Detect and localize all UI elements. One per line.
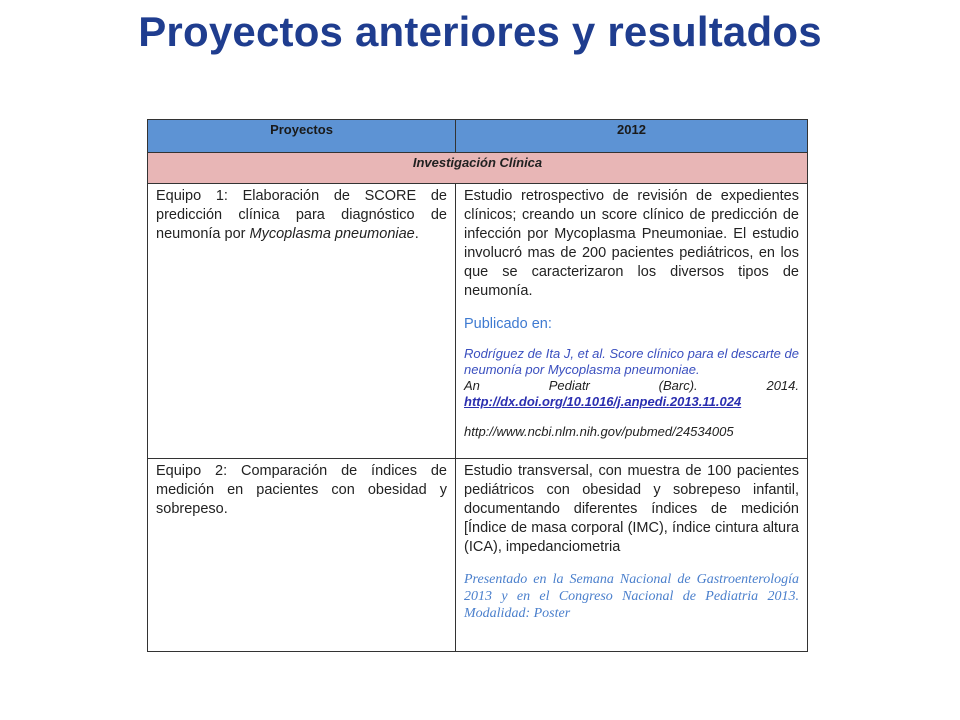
header-year: 2012 xyxy=(456,120,808,153)
reference-title: Rodríguez de Ita J, et al. Score clínico para el descarte de neumonía por Mycoplasma pneumoniae. xyxy=(464,346,799,377)
header-projects: Proyectos xyxy=(148,120,456,153)
section-row xyxy=(148,153,808,184)
reference-journal: An Pediatr (Barc). 2014. xyxy=(464,378,799,393)
projects-table xyxy=(147,119,808,652)
presented-note: Presentado en la Semana Nacional de Gastroenterología 2013 y en el Congreso Nacional de Pediatria 2013. Modalidad: Poster xyxy=(464,572,799,621)
published-label: Publicado en: xyxy=(464,316,552,332)
reference-block xyxy=(464,346,799,410)
pubmed-link[interactable]: http://www.ncbi.nlm.nih.gov/pubmed/24534005 xyxy=(464,424,734,439)
project-cell-2: Equipo 2: Comparación de índices de medición en pacientes con obesidad y sobrepeso. xyxy=(148,459,456,652)
description-cell-2 xyxy=(456,459,808,652)
project-1-italic: Mycoplasma pneumoniae xyxy=(249,226,415,242)
reference-doi-link[interactable]: http://dx.doi.org/10.1016/j.anpedi.2013.11.024 xyxy=(464,394,742,409)
description-cell-1 xyxy=(456,184,808,459)
section-title: Investigación Clínica xyxy=(148,153,808,184)
project-1-end: . xyxy=(414,226,419,242)
description-1: Estudio retrospectivo de revisión de expedientes clínicos; creando un score clínico de predicción de infección por Mycoplasma Pneumoniae. El estudio involucró mas de 200 pacientes pediátricos, en los que se caracterizaron los diversos tipos de neumonía. xyxy=(464,188,799,299)
table-row xyxy=(148,459,808,652)
project-1-text: Equipo 1: Elaboración de SCORE de predicción clínica para diagnóstico de neumonía por xyxy=(156,188,447,242)
table-row xyxy=(148,184,808,459)
project-cell-1 xyxy=(148,184,456,459)
header-row xyxy=(148,120,808,153)
description-2: Estudio transversal, con muestra de 100 pacientes pediátricos con obesidad y sobrepeso infantil, documentando diferentes índices de medición [Índice de masa corporal (IMC), índice cintura altura (ICA), impedanciometria xyxy=(464,463,799,555)
slide-title: Proyectos anteriores y resultados xyxy=(138,8,822,55)
